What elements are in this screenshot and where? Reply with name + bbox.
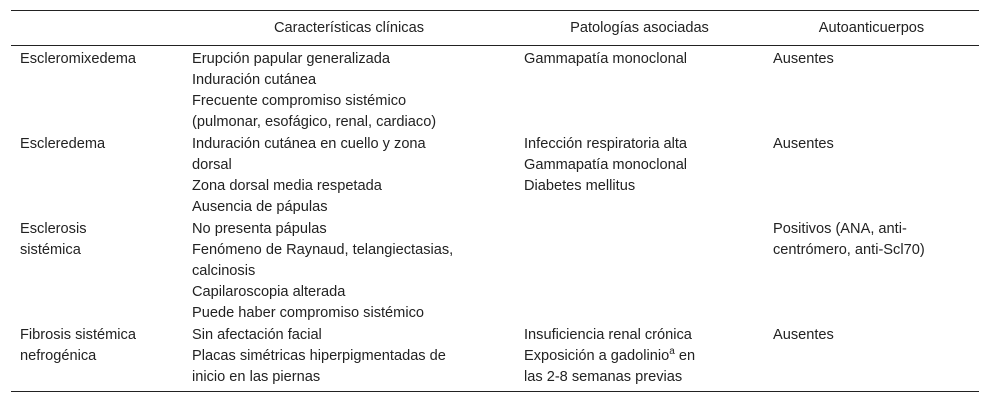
cell-pathologies — [515, 219, 764, 325]
cell-line: dorsal — [192, 157, 232, 173]
cell-line: Induración cutánea — [192, 72, 317, 88]
cell-line: Puede haber compromiso sistémico — [192, 305, 424, 321]
header-row — [11, 11, 979, 46]
cell-text: en — [674, 348, 696, 364]
cell-line: Positivos (ANA, anti- — [773, 221, 907, 237]
cell-line: Gammapatía monoclonal — [524, 51, 688, 67]
clinical-comparison-table — [11, 10, 979, 392]
cell-line: Frecuente compromiso sistémico — [192, 93, 407, 109]
cell-line: nefrogénica — [20, 348, 97, 364]
table-row — [11, 325, 979, 392]
cell-entity — [11, 219, 183, 325]
cell-line: Capilaroscopia alterada — [192, 284, 346, 300]
cell-line: Zona dorsal media respetada — [192, 178, 382, 194]
cell-line: Erupción papular generalizada — [192, 51, 390, 67]
header-cell-pathologies: Patologías asociadas — [515, 11, 764, 46]
header-cell-clinical: Características clínicas — [183, 11, 515, 46]
cell-autoantibodies — [764, 219, 979, 325]
cell-entity — [11, 325, 183, 392]
cell-line: Infección respiratoria alta — [524, 136, 688, 152]
cell-line: Ausencia de pápulas — [192, 199, 328, 215]
cell-entity — [11, 134, 183, 219]
cell-line: Induración cutánea en cuello y zona — [192, 136, 426, 152]
cell-pathologies — [515, 46, 764, 135]
cell-line: Fenómeno de Raynaud, telangiectasias, — [192, 242, 454, 258]
header-cell-autoantibodies: Autoanticuerpos — [764, 11, 979, 46]
cell-line: Sin afectación facial — [192, 327, 322, 343]
cell-line: Ausentes — [773, 327, 834, 343]
cell-line: Escleredema — [20, 136, 106, 152]
clinical-comparison-table-container — [11, 10, 979, 392]
cell-autoantibodies — [764, 46, 979, 135]
cell-line: calcinosis — [192, 263, 256, 279]
table-row — [11, 46, 979, 135]
footnote-marker: a — [669, 346, 675, 358]
cell-text: Exposición a gadolinio — [524, 348, 670, 364]
cell-clinical — [183, 46, 515, 135]
cell-line: Esclerosis — [20, 221, 87, 237]
cell-clinical — [183, 134, 515, 219]
cell-line: inicio en las piernas — [192, 369, 321, 385]
cell-line: centrómero, anti-Scl70) — [773, 242, 925, 258]
cell-clinical — [183, 219, 515, 325]
table-row — [11, 134, 979, 219]
cell-line: las 2-8 semanas previas — [524, 369, 683, 385]
cell-line: sistémica — [20, 242, 81, 258]
cell-line: Diabetes mellitus — [524, 178, 636, 194]
table-row — [11, 219, 979, 325]
header-cell-entity — [11, 11, 183, 46]
cell-pathologies — [515, 325, 764, 392]
cell-line: Escleromixedema — [20, 51, 136, 67]
cell-line: Insuficiencia renal crónica — [524, 327, 692, 343]
cell-clinical — [183, 325, 515, 392]
cell-line: Ausentes — [773, 51, 834, 67]
cell-line: Ausentes — [773, 136, 834, 152]
cell-pathologies — [515, 134, 764, 219]
cell-line: Placas simétricas hiperpigmentadas de — [192, 348, 446, 364]
cell-entity — [11, 46, 183, 135]
cell-line-with-footnote — [524, 346, 764, 367]
cell-line: Gammapatía monoclonal — [524, 157, 688, 173]
cell-line: (pulmonar, esofágico, renal, cardiaco) — [192, 114, 437, 130]
cell-line: No presenta pápulas — [192, 221, 327, 237]
cell-autoantibodies — [764, 325, 979, 392]
cell-autoantibodies — [764, 134, 979, 219]
cell-line: Fibrosis sistémica — [20, 327, 136, 343]
